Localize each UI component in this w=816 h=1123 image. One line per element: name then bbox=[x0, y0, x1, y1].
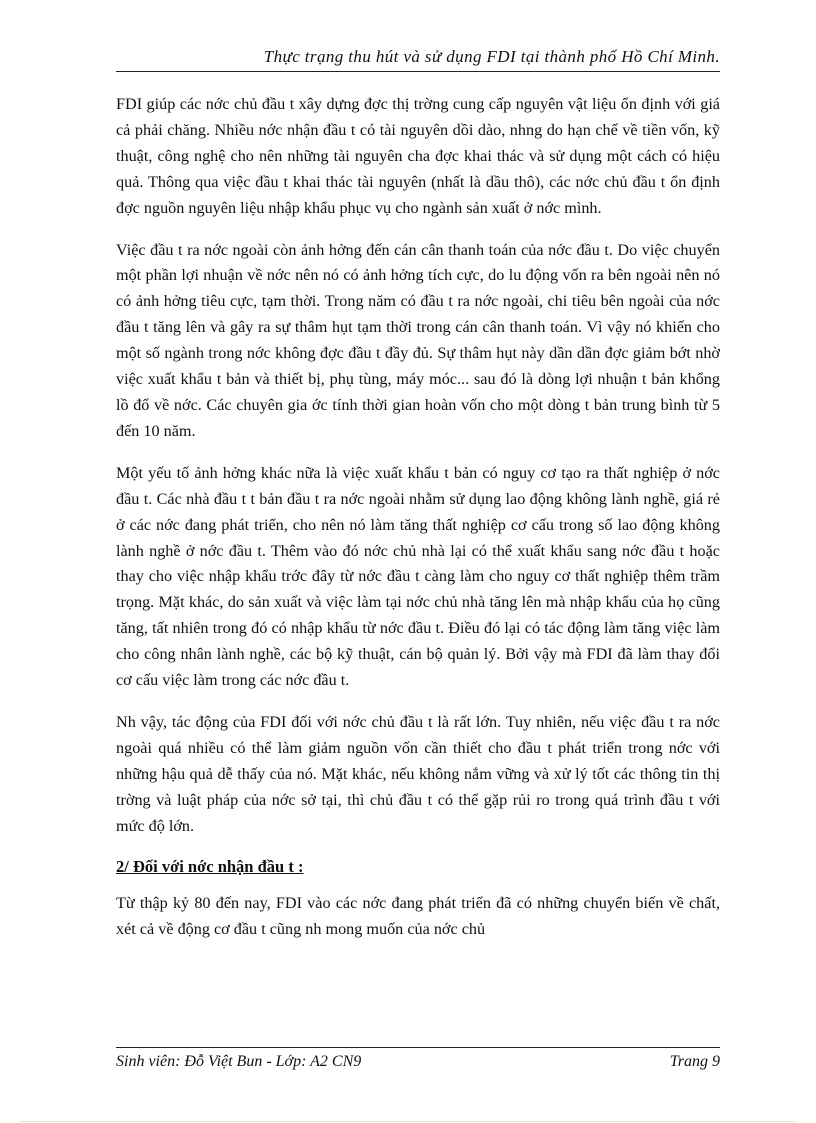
section-heading: 2/ Đối với nớc nhận đầu t : bbox=[116, 857, 304, 877]
paragraph-text: Việc đầu t ra nớc ngoài còn ảnh hởng đến cán cân thanh toán của nớc đầu t. Do việc chuyển một phần lợi nhuận về nớc nên nó có ảnh hởng tích cực, do lu động vốn ra bên ngoài nên nó có ảnh hởng tiêu cực, tạm thời. Trong năm có đầu t ra nớc ngoài, chi tiêu bên ngoài của nớc đầu t tăng lên và gây ra sự thâm hụt tạm thời trong cán cân thanh toán. Vì vậy nó khiến cho một số ngành trong nớc không đợc đầu t đầy đủ. Sự thâm hụt này dần dần đợc giảm bớt nhờ việc xuất khẩu t bản và thiết bị, phụ tùng, máy móc... sau đó là dòng lợi nhuận t bản khổng lồ đổ về nớc. Các chuyên gia ớc tính thời gian hoàn vốn cho một dòng t bản trung bình từ 5 đến 10 năm. bbox=[116, 240, 720, 440]
paragraph-text: Nh vậy, tác động của FDI đối với nớc chủ đầu t là rất lớn. Tuy nhiên, nếu việc đầu t ra nớc ngoài quá nhiều có thể làm giảm nguồn vốn cần thiết cho đầu t phát triển trong nớc với những hậu quả dễ thấy của nó. Mặt khác, nếu không nắm vững và xử lý tốt các thông tin thị trờng và luật pháp của nớc sở tại, thì chủ đầu t có thể gặp rủi ro trong quá trình đầu t với mức độ lớn. bbox=[116, 712, 720, 835]
page-bottom-edge bbox=[20, 1121, 796, 1122]
page-header-title: Thực trạng thu hút và sử dụng FDI tại thành phố Hồ Chí Minh. bbox=[263, 47, 720, 66]
document-body bbox=[116, 92, 720, 959]
paragraph-text: FDI giúp các nớc chủ đầu t xây dựng đợc thị trờng cung cấp nguyên vật liệu ổn định với giá cả phải chăng. Nhiều nớc nhận đầu t có tài nguyên dồi dào, nhng do hạn chế về tiền vốn, kỹ thuật, công nghệ cho nên những tài nguyên cha đợc khai thác và sử dụng một cách có hiệu quả. Thông qua việc đầu t khai thác tài nguyên (nhất là dầu thô), các nớc chủ đầu t ổn định đợc nguồn nguyên liệu nhập khẩu phục vụ cho ngành sản xuất ở nớc mình. bbox=[116, 95, 720, 217]
page-number: Trang 9 bbox=[669, 1053, 720, 1070]
paragraph-text: Từ thập kỷ 80 đến nay, FDI vào các nớc đang phát triển đã có những chuyển biến về chất, xét cả về động cơ đầu t cũng nh mong muốn của nớc chủ bbox=[116, 894, 720, 939]
body-paragraph-4 bbox=[116, 710, 720, 840]
paragraph-text: Một yếu tố ảnh hởng khác nữa là việc xuất khẩu t bản có nguy cơ tạo ra thất nghiệp ở nớc đầu t. Các nhà đầu t t bản đầu t ra nớc ngoài nhằm sử dụng lao động không lành nghề, giá rẻ ở các nớc đang phát triển, cho nên nó làm tăng thất nghiệp cơ cấu trong số lao động không lành nghề ở nớc đầu t. Thêm vào đó nớc chủ nhà lại có thể xuất khẩu sang nớc đầu t hoặc thay cho việc nhập khẩu trớc đây từ nớc đầu t càng làm cho nguy cơ thất nghiệp thêm trầm trọng. Mặt khác, do sản xuất và việc làm tại nớc chủ nhà tăng lên mà nhập khẩu của họ cũng tăng, tất nhiên trong đó có nhập khẩu từ nớc đầu t. Điều đó lại có tác động làm tăng việc làm cho công nhân lành nghề, các bộ kỹ thuật, cán bộ quản lý. Bởi vậy mà FDI đã làm thay đổi cơ cấu việc làm trong các nớc đầu t. bbox=[116, 463, 720, 690]
body-paragraph-3 bbox=[116, 461, 720, 694]
body-paragraph-5 bbox=[116, 891, 720, 943]
header-divider bbox=[116, 71, 720, 72]
body-paragraph-2 bbox=[116, 238, 720, 445]
footer-divider bbox=[116, 1047, 720, 1048]
body-paragraph-1 bbox=[116, 92, 720, 222]
footer-author: Sinh viên: Đỗ Việt Bun - Lớp: A2 CN9 bbox=[116, 1053, 362, 1070]
